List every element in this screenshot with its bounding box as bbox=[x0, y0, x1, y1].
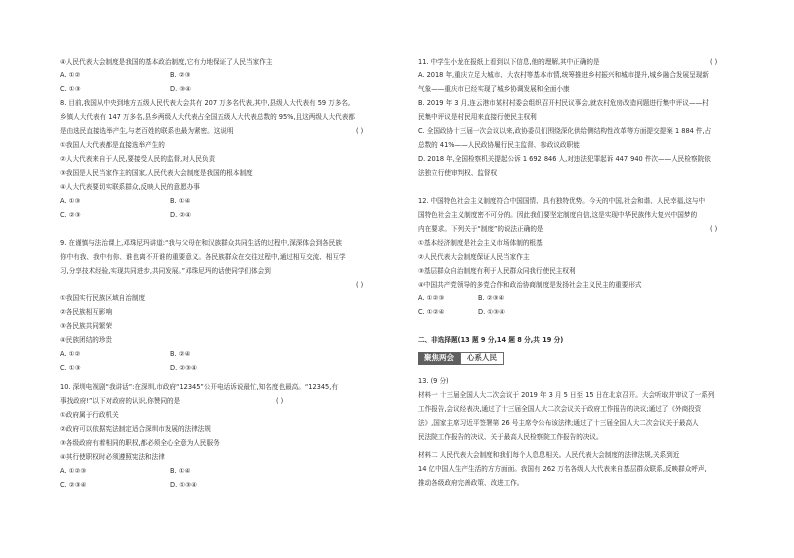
q12-statement-1: ①基本经济制度是社会主义市场体制的根基 bbox=[418, 239, 543, 247]
q8-statement-1: ①我国人大代表都是直接选举产生的 bbox=[60, 141, 165, 149]
q12-stem-2: 国特色社会主义制度密不可分的。因此我们要坚定制度自信,这是实现中华民族伟大复兴中国梦的 bbox=[418, 211, 698, 219]
q9-option-a[interactable]: A. ①② bbox=[60, 350, 81, 358]
q10-answer-paren[interactable]: ( ) bbox=[276, 397, 284, 405]
q12-option-c[interactable]: C. ①②④ bbox=[418, 308, 445, 316]
q9-answer-paren[interactable]: ( ) bbox=[356, 281, 364, 289]
q8-statement-2: ②人大代表来自于人民,要接受人民的监督,对人民负责 bbox=[60, 155, 216, 163]
q11-stem: 11. 中学生小龙在报纸上看到以下信息,他的理解,其中正确的是 bbox=[418, 58, 600, 66]
q12-statement-4: ④中国共产党领导的多党合作和政治协商制度是发扬社会主义民主的重要形式 bbox=[418, 281, 642, 289]
q12-stem-3: 内在要求。下列关于“制度”的说法正确的是 bbox=[418, 225, 544, 233]
q11-item-c-2: 总数的 41%——人民政协履行民主监督、参政议政职能 bbox=[418, 141, 580, 149]
q8-option-a[interactable]: A. ①③ bbox=[60, 197, 81, 205]
q10-option-a[interactable]: A. ①②③ bbox=[60, 467, 87, 475]
q9-statement-3: ③各民族共同繁荣 bbox=[60, 322, 113, 330]
q11-item-c-1[interactable]: C. 全国政协十三届一次会议以来,政协委员们围绕深化供给侧结构性改革等方面提交提案 1 884 件,占 bbox=[418, 127, 712, 135]
q13-heading: 13. (9 分) bbox=[418, 377, 449, 385]
q8-stem-3: 是由选民直接选举产生,与老百姓的联系也最为紧密。这说明 bbox=[60, 127, 234, 135]
q9-option-b[interactable]: B. ②④ bbox=[170, 350, 191, 358]
q9-statement-4: ④民族团结的珍贵 bbox=[60, 336, 113, 344]
q10-option-c[interactable]: C. ②③④ bbox=[60, 481, 87, 489]
banner-label-2: 心系人民 bbox=[460, 352, 504, 365]
q10-statement-4: ④其行使职权时必须遵照宪法和法律 bbox=[60, 453, 165, 461]
q12-statement-2: ②人民代表大会制度保证人民当家作主 bbox=[418, 253, 530, 261]
q13-material-2-line-1: 材料二 人民代表大会制度和我们每个人息息相关。人民代表大会制度的法律法规,关系到近 bbox=[418, 451, 680, 459]
q9-statement-2: ②各民族相互影响 bbox=[60, 308, 113, 316]
q7-option-d[interactable]: D. ③④ bbox=[170, 85, 192, 93]
banner-label-1: 聚焦两会 bbox=[418, 352, 460, 365]
q12-stem-1: 12. 中国特色社会主义制度符合中国国情、具有独特优势。今天的中国,社会和谐、人民幸福,这与中 bbox=[418, 197, 706, 205]
q9-option-c[interactable]: C. ①③ bbox=[60, 364, 81, 372]
q10-stem-2: 事找政府!”以下对政府的认识,你赞同的是 bbox=[60, 397, 181, 405]
q10-statement-3: ③各级政府有着相同的职权,都必须全心全意为人民服务 bbox=[60, 439, 220, 447]
q7-statement-4: ④人民代表大会制度是我国的基本政治制度,它有力地保证了人民当家作主 bbox=[60, 58, 273, 66]
q10-option-d[interactable]: D. ①③④ bbox=[170, 481, 198, 489]
q11-item-a-1[interactable]: A. 2018 年,重庆立足大城市、大农村等基本市情,统筹推进乡村振兴和城市提升,城乡融合发展呈现新 bbox=[418, 71, 709, 79]
q8-statement-4: ④人大代表要切实联系群众,反映人民的意愿办事 bbox=[60, 183, 200, 191]
q13-material-1-line-1: 材料一 十三届全国人大二次会议于 2019 年 3 月 5 日至 15 日在北京召开。大会听取并审议了一系列 bbox=[418, 391, 715, 399]
q7-option-c[interactable]: C. ①③ bbox=[60, 85, 81, 93]
q8-statement-3: ③我国是人民当家作主的国家,人民代表大会制度是我国的根本制度 bbox=[60, 169, 253, 177]
q13-material-2-line-3: 推动各级政府完善政策、改进工作。 bbox=[418, 479, 524, 487]
q11-item-b-2: 民集中评议是村民用来直接行使民主权利 bbox=[418, 113, 537, 121]
q7-option-b[interactable]: B. ②③ bbox=[170, 71, 191, 79]
q10-statement-2: ②政府可以依据宪法制定适合深圳市发展的法律法规 bbox=[60, 425, 211, 433]
section-2-heading: 二、非选择题(13 题 9 分,14 题 8 分,共 19 分) bbox=[418, 336, 564, 344]
q12-option-b[interactable]: B. ②③④ bbox=[478, 294, 505, 302]
q10-statement-1: ①政府属于行政机关 bbox=[60, 411, 119, 419]
q9-stem-2: 你中有我、我中有你、谁也离不开谁的重要意义。各民族群众在交往过程中,通过相互交流、相互学 bbox=[60, 253, 346, 261]
q8-stem-2: 乡镇人大代表有 147 万多名,县乡两级人大代表占全国五级人大代表总数的 95%,且这两级人大代表都 bbox=[60, 113, 355, 121]
q9-stem-3: 习,分享技术经验,实现共同进步,共同发展。”邓珠尼玛的话使同学们体会到 bbox=[60, 267, 271, 275]
q8-option-c[interactable]: C. ②③ bbox=[60, 211, 81, 219]
q8-answer-paren[interactable]: ( ) bbox=[356, 127, 364, 135]
q12-option-a[interactable]: A. ①②③ bbox=[418, 294, 445, 302]
q13-material-1-line-3: 法》,国家主席习近平签署第 26 号主席令公布该法律;通过了十三届全国人大二次会议关于最高人 bbox=[418, 419, 699, 427]
q8-stem-1: 8. 目前,我国从中央到地方五级人民代表大会共有 207 万多名代表,其中,县级人大代表有 59 万多名, bbox=[60, 99, 351, 107]
q11-item-d-2: 法独立行使审判权、监督权 bbox=[418, 169, 498, 177]
q9-statement-1: ①我国实行民族区域自治制度 bbox=[60, 294, 146, 302]
q10-option-b[interactable]: B. ①④ bbox=[170, 467, 191, 475]
q8-option-d[interactable]: D. ②④ bbox=[170, 211, 192, 219]
q9-stem-1: 9. 在谨慎与法治课上,邓珠尼玛讲道:“我与父母在和汉族群众共同生活的过程中,深深体会到各民族 bbox=[60, 239, 342, 247]
q13-material-1-line-2: 工作报告,会议经表决,通过了十三届全国人大二次会议关于政府工作报告的决议;通过了《外商投资 bbox=[418, 405, 702, 413]
q11-item-a-2: 气象——重庆市已经实现了城乡协调发展和全面小康 bbox=[418, 85, 570, 93]
q12-statement-3: ③基层群众自治制度有利于人民群众同我行使民主权利 bbox=[418, 267, 576, 275]
q12-option-d[interactable]: D. ①③④ bbox=[478, 308, 506, 316]
q11-item-b-1[interactable]: B. 2019 年 3 月,连云港市某村村委会组织召开村民议事会,就农村危房改造问题进行集中评议——村 bbox=[418, 99, 709, 107]
q8-option-b[interactable]: B. ①④ bbox=[170, 197, 191, 205]
topic-banner bbox=[418, 352, 528, 365]
q11-item-d-1[interactable]: D. 2018 年,全国检察机关提起公诉 1 692 846 人,对违法犯罪起诉 447 940 件次——人民检察院依 bbox=[418, 155, 711, 163]
q11-answer-paren[interactable]: ( ) bbox=[710, 58, 718, 66]
q13-material-2-line-2: 14 亿中国人生产生活的方方面面。我国有 262 万名各级人大代表来自基层群众联系,反映群众呼声, bbox=[418, 465, 707, 473]
q12-answer-paren[interactable]: ( ) bbox=[710, 225, 718, 233]
q10-stem-1: 10. 深圳电视剧“我讲话”:在深圳,市政府“12345”公开电话诉说最忙,知名度也最高。“12345,有 bbox=[60, 383, 338, 391]
q13-material-1-line-4: 民法院工作报告的决议、关于最高人民检察院工作报告的决议。 bbox=[418, 433, 603, 441]
q7-option-a[interactable]: A. ①② bbox=[60, 71, 81, 79]
q9-option-d[interactable]: D. ②③④ bbox=[170, 364, 198, 372]
